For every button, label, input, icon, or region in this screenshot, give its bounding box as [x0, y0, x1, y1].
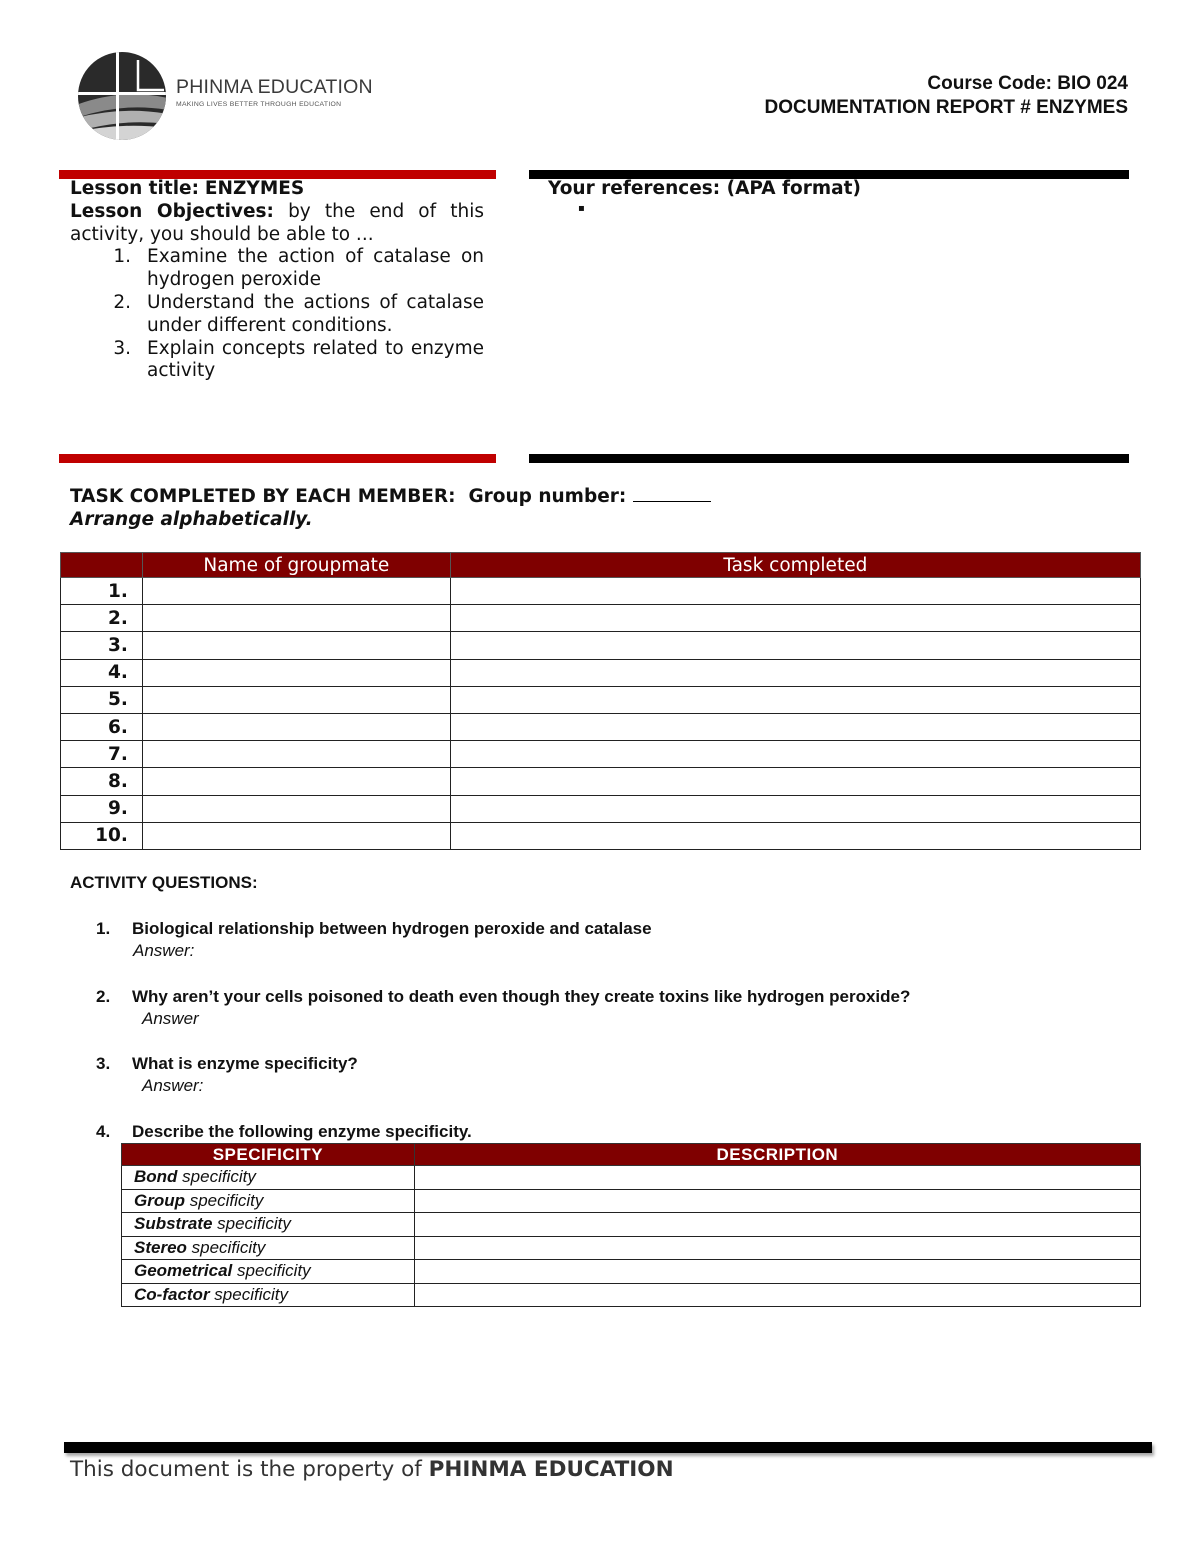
reference-bullet-icon: ▪: [578, 203, 585, 214]
group-number-field[interactable]: [633, 484, 711, 502]
groupmate-name-cell[interactable]: [142, 686, 450, 713]
specificity-description-cell[interactable]: [414, 1213, 1140, 1237]
task-completed-cell[interactable]: [450, 632, 1140, 659]
row-number: 3.: [61, 632, 143, 659]
specificity-type-suffix: specificity: [177, 1167, 256, 1187]
table-row: [61, 605, 1141, 632]
activity-heading: ACTIVITY QUESTIONS:: [70, 873, 258, 892]
table-row: [122, 1260, 1141, 1284]
groupmate-name-cell[interactable]: [142, 822, 450, 849]
groupmate-name-cell[interactable]: [142, 713, 450, 740]
specificity-type-suffix: specificity: [209, 1284, 288, 1304]
table-row: [61, 768, 1141, 795]
specificity-col-type: SPECIFICITY: [122, 1144, 415, 1166]
specificity-type-bold: Co-factor: [134, 1284, 210, 1304]
groupmate-name-cell[interactable]: [142, 659, 450, 686]
question-text: Describe the following enzyme specificity.: [132, 1122, 472, 1141]
table-row: [61, 822, 1141, 849]
row-number: 4.: [61, 659, 143, 686]
table-row: [122, 1213, 1141, 1237]
table-row: [61, 713, 1141, 740]
row-number: 6.: [61, 713, 143, 740]
specificity-description-cell[interactable]: [414, 1236, 1140, 1260]
groupmate-name-cell[interactable]: [142, 632, 450, 659]
table-row: [61, 632, 1141, 659]
row-number: 8.: [61, 768, 143, 795]
question-text: Biological relationship between hydrogen peroxide and catalase: [132, 919, 652, 938]
question-number: 4.: [96, 1122, 111, 1141]
groupmate-name-cell[interactable]: [142, 605, 450, 632]
objective-item: [70, 338, 484, 384]
question-item: [96, 1053, 358, 1097]
footer-text: [70, 1457, 674, 1482]
lesson-panel: [70, 178, 484, 383]
lesson-title-value: ENZYMES: [204, 178, 305, 199]
references-label: Your references: (APA format): [548, 178, 861, 199]
objective-item: [70, 246, 484, 292]
specificity-header-row: [122, 1144, 1141, 1166]
lesson-title: [70, 178, 484, 201]
row-number: 1.: [61, 578, 143, 605]
task-subheading: Arrange alphabetically.: [70, 509, 313, 530]
footer-statement: This document is the property of: [70, 1457, 429, 1482]
logo-brand-name: PHINMA EDUCATION: [176, 76, 373, 98]
task-completed-cell[interactable]: [450, 686, 1140, 713]
specificity-col-description: DESCRIPTION: [414, 1144, 1140, 1166]
task-completed-cell[interactable]: [450, 768, 1140, 795]
task-completed-cell[interactable]: [450, 605, 1140, 632]
specificity-type-cell: [122, 1236, 415, 1260]
answer-field[interactable]: Answer: [142, 1009, 199, 1028]
groupmate-name-cell[interactable]: [142, 768, 450, 795]
objective-text: Explain concepts related to enzyme activity: [147, 337, 484, 382]
question-text: Why aren’t your cells poisoned to death even though they create toxins like hydrogen peroxide?: [132, 987, 911, 1006]
lesson-objectives-text: by the end of this activity, you should be able to ...: [70, 200, 484, 245]
table-row: [122, 1236, 1141, 1260]
question-number: 2.: [96, 987, 111, 1006]
objective-number: 3.: [113, 337, 131, 359]
objective-number: 2.: [113, 291, 131, 313]
references-panel: [548, 178, 861, 214]
groupmate-name-cell[interactable]: [142, 578, 450, 605]
specificity-type-suffix: specificity: [185, 1190, 264, 1210]
question-item: [96, 918, 652, 962]
specificity-type-cell: [122, 1260, 415, 1284]
members-col-number: [61, 553, 143, 578]
specificity-type-suffix: specificity: [186, 1237, 266, 1257]
table-row: [61, 686, 1141, 713]
members-col-name: Name of groupmate: [142, 553, 450, 578]
specificity-description-cell[interactable]: [414, 1283, 1140, 1307]
logo-tagline: MAKING LIVES BETTER THROUGH EDUCATION: [176, 101, 342, 108]
task-completed-cell[interactable]: [450, 741, 1140, 768]
specificity-type-cell: [122, 1189, 415, 1213]
objective-text: Understand the actions of catalase under different conditions.: [147, 291, 484, 336]
table-row: [61, 578, 1141, 605]
task-heading-text: TASK COMPLETED BY EACH MEMBER:: [70, 486, 456, 507]
bottom-right-bar: [529, 454, 1129, 463]
row-number: 5.: [61, 686, 143, 713]
footer-bar: [64, 1442, 1152, 1453]
header-info: [765, 72, 1128, 120]
specificity-type-bold: Bond: [134, 1167, 178, 1187]
answer-field[interactable]: Answer:: [142, 1076, 204, 1095]
question-text: What is enzyme specificity?: [132, 1054, 358, 1073]
phinma-logo: [76, 50, 376, 142]
groupmate-name-cell[interactable]: [142, 795, 450, 822]
task-completed-cell[interactable]: [450, 795, 1140, 822]
specificity-description-cell[interactable]: [414, 1189, 1140, 1213]
objective-number: 1.: [113, 246, 131, 268]
specificity-type-suffix: specificity: [232, 1261, 311, 1281]
task-completed-cell[interactable]: [450, 659, 1140, 686]
row-number: 10.: [61, 822, 143, 849]
table-row: [61, 659, 1141, 686]
specificity-table: [121, 1143, 1141, 1307]
course-code: Course Code: BIO 024: [927, 73, 1128, 94]
members-col-task: Task completed: [450, 553, 1140, 578]
table-row: [61, 795, 1141, 822]
table-row: [122, 1189, 1141, 1213]
specificity-description-cell[interactable]: [414, 1166, 1140, 1190]
specificity-type-cell: [122, 1166, 415, 1190]
lesson-objectives-label: Lesson Objectives:: [70, 200, 274, 222]
table-row: [61, 741, 1141, 768]
specificity-type-bold: Group: [134, 1190, 185, 1210]
groupmate-name-cell[interactable]: [142, 741, 450, 768]
specificity-type-bold: Stereo: [134, 1237, 187, 1257]
task-heading: [70, 484, 711, 509]
report-title: DOCUMENTATION REPORT # ENZYMES: [764, 97, 1128, 118]
task-completed-cell[interactable]: [450, 822, 1140, 849]
row-number: 7.: [61, 741, 143, 768]
lesson-objectives-intro: [70, 201, 484, 247]
lesson-title-label: Lesson title:: [70, 178, 199, 199]
answer-field[interactable]: Answer:: [133, 941, 195, 960]
logo-emblem-icon: [76, 50, 168, 142]
question-number: 1.: [96, 919, 111, 938]
members-table: [60, 552, 1141, 850]
footer-brand: PHINMA EDUCATION: [428, 1457, 674, 1482]
specificity-description-cell[interactable]: [414, 1260, 1140, 1284]
question-number: 3.: [96, 1054, 111, 1073]
task-completed-cell[interactable]: [450, 578, 1140, 605]
table-row: [122, 1166, 1141, 1190]
members-header-row: [61, 553, 1141, 578]
row-number: 9.: [61, 795, 143, 822]
table-row: [122, 1283, 1141, 1307]
objective-text: Examine the action of catalase on hydrogen peroxide: [147, 246, 484, 291]
question-item: [96, 986, 910, 1030]
group-number-label: Group number:: [468, 486, 627, 507]
specificity-type-suffix: specificity: [212, 1214, 291, 1234]
bottom-left-bar: [59, 454, 496, 463]
task-completed-cell[interactable]: [450, 713, 1140, 740]
row-number: 2.: [61, 605, 143, 632]
objective-item: [70, 292, 484, 338]
specificity-type-cell: [122, 1283, 415, 1307]
specificity-type-bold: Geometrical: [134, 1261, 233, 1281]
question-item: [96, 1121, 472, 1143]
specificity-type-cell: [122, 1213, 415, 1237]
specificity-type-bold: Substrate: [134, 1214, 213, 1234]
